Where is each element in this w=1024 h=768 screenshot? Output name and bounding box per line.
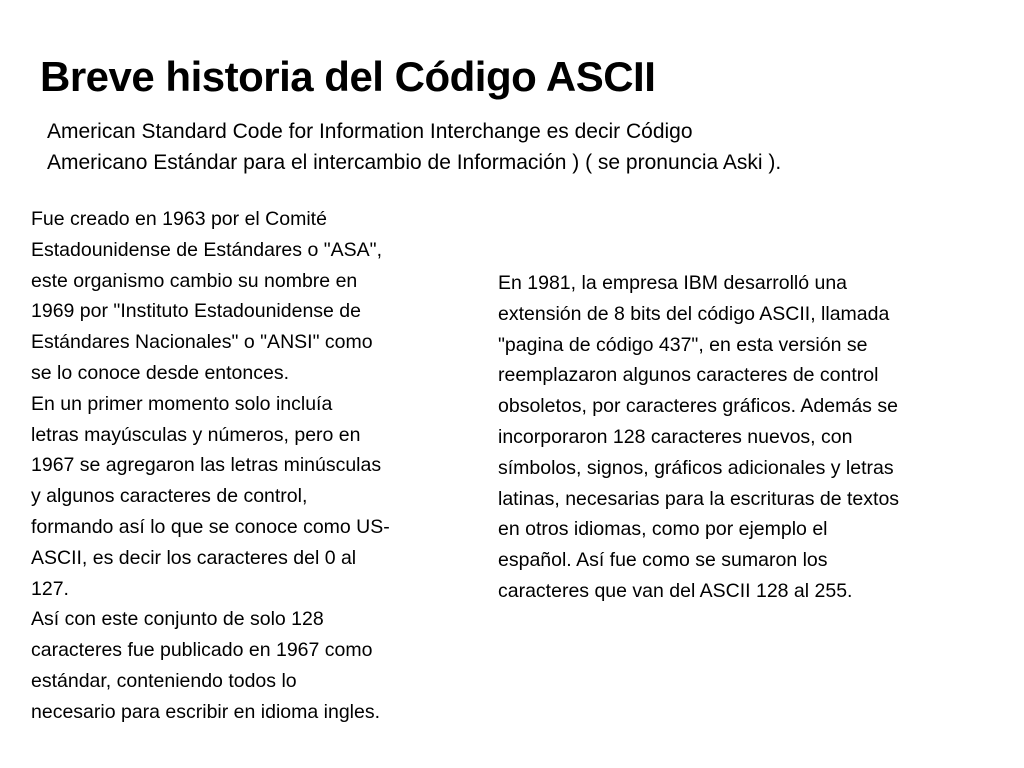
right-column-line: caracteres que van del ASCII 128 al 255. [498,579,853,602]
left-column-line: Así con este conjunto de solo 128 [31,608,324,631]
right-column-line: en otros idiomas, como por ejemplo el [498,518,828,541]
left-column-line: necesario para escribir en idioma ingles. [31,700,381,723]
left-column-line: y algunos caracteres de control, [31,485,308,508]
right-column-text [498,268,988,607]
left-column-line: letras mayúsculas y números, pero en [31,423,361,446]
left-column-line: se lo conoce desde entonces. [31,361,290,384]
left-column-line: estándar, conteniendo todos lo [31,669,297,692]
right-column-line: latinas, necesarias para la escrituras de textos [498,487,900,510]
right-column-line: incorporaron 128 caracteres nuevos, con [498,425,853,448]
left-column-line: formando así lo que se conoce como US- [31,515,390,538]
left-column-line: Estándares Nacionales" o "ANSI" como [31,331,373,354]
right-column-line: "pagina de código 437", en esta versión se [498,333,868,356]
left-column-text [31,204,471,728]
left-column-line: 127. [31,577,69,600]
right-column-line: símbolos, signos, gráficos adicionales y letras [498,456,894,479]
subtitle-line: Americano Estándar para el intercambio de Información ) ( se pronuncia Aski ). [47,151,782,174]
left-column-line: este organismo cambio su nombre en [31,269,358,292]
left-column-line: 1967 se agregaron las letras minúsculas [31,454,382,477]
right-column-line: extensión de 8 bits del código ASCII, llamada [498,302,890,325]
left-column-line: 1969 por "Instituto Estadounidense de [31,300,361,323]
left-column-line: En un primer momento solo incluía [31,392,333,415]
left-column-line: Estadounidense de Estándares o "ASA", [31,238,382,261]
left-column-line: caracteres fue publicado en 1967 como [31,639,373,662]
subtitle-line: American Standard Code for Information Interchange es decir Código [47,120,693,143]
slide-title: Breve historia del Código ASCII [40,53,656,100]
right-column-line: español. Así fue como se sumaron los [498,549,828,572]
right-column-line: reemplazaron algunos caracteres de control [498,364,879,387]
slide-subtitle [47,116,987,178]
right-column-line: En 1981, la empresa IBM desarrolló una [498,272,848,294]
right-column-line: obsoletos, por caracteres gráficos. Además se [498,395,898,418]
left-column-line: Fue creado en 1963 por el Comité [31,208,327,230]
left-column-line: ASCII, es decir los caracteres del 0 al [31,546,357,569]
